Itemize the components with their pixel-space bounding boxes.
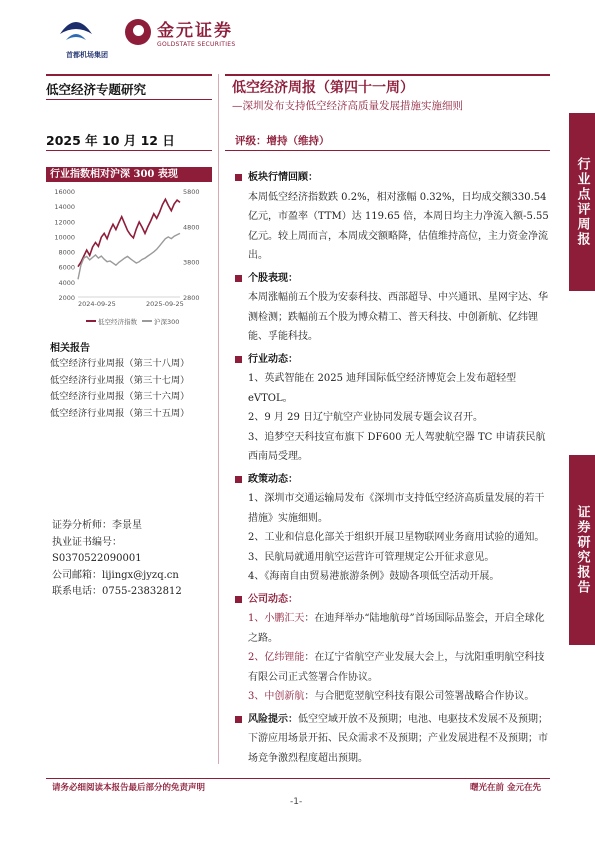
x-tick-label: 2024-09-25 (78, 300, 116, 308)
analyst-name: 证券分析师：李景星 (52, 520, 142, 531)
section-heading: 个股表现： (235, 269, 553, 289)
analyst-cert-label: 执业证书编号： (52, 536, 122, 548)
company-name: 亿纬锂能 (264, 652, 305, 663)
bullet-square-icon (235, 174, 242, 181)
company-news-item: 1、小鹏汇天：在迪拜举办“陆地航母”首场国际品鉴会，开启全球化之路。 (248, 613, 545, 644)
industry-news-item: 1、英武智能在 2025 迪拜国际低空经济博览会上发布超轻型 eVTOL。 (248, 373, 517, 404)
analyst-email[interactable]: 公司邮箱：lijingx@jyzq.cn (52, 569, 179, 581)
goldstate-name-en: GOLDSTATE SECURITIES (157, 41, 236, 48)
y-right-tick-label: 2800 (183, 294, 200, 302)
footer-disclaimer[interactable]: 请务必细阅读本报告最后部分的免责声明 (52, 783, 206, 793)
series-line-csi300 (78, 233, 180, 279)
section-paragraph: 本周涨幅前五个股为安泰科技、西部超导、中兴通讯、星网宇达、华测检测；跌幅前五个股为博众精工、普天科技、中创新航、亿纬锂能、孚能科技。 (248, 292, 548, 342)
bullet-square-icon (235, 275, 242, 282)
analyst-cert-number: S0370522090001 (52, 553, 142, 564)
side-band-bottom (569, 455, 595, 645)
company-news-item: 3、中创新航：与合肥览翌航空科技有限公司签署战略合作协议。 (248, 691, 535, 702)
y-right-tick-label: 3800 (183, 258, 200, 267)
y-right-tick-label: 4800 (183, 223, 200, 232)
related-report-item[interactable]: 低空经济行业周报（第三十六周） (50, 391, 190, 402)
left-title-rule (46, 99, 212, 100)
bullet-square-icon (235, 716, 242, 723)
left-header-rule (46, 74, 212, 76)
company-name: 小鹏汇天 (264, 613, 305, 624)
goldstate-logo-icon (125, 19, 151, 45)
risk-text: 低空空域开放不及预期；电池、电驱技术发展不及预期；下游应用场景开拓、民众需求不及预期；产业发展进程不及预期；市场竞争激烈程度超出预期。 (248, 713, 548, 764)
section-heading: 公司动态： (235, 590, 553, 610)
related-report-item[interactable]: 低空经济行业周报（第三十七周） (50, 374, 190, 386)
goldstate-name-cn: 金元证券 (157, 21, 233, 41)
risk-heading: 风险提示： (248, 713, 298, 725)
y-left-tick-label: 10000 (54, 233, 75, 242)
analyst-info (52, 518, 182, 601)
main-content (235, 168, 553, 768)
index-vs-csi300-chart (46, 185, 212, 335)
policy-news-item: 2、工业和信息化部关于组织开展卫星物联网业务商用试验的通知。 (248, 532, 545, 543)
footer-rule (46, 778, 550, 779)
bullet-square-icon (235, 476, 242, 483)
goldstate-logo (125, 16, 236, 48)
section-heading: 行业动态： (235, 350, 553, 370)
risk-warning (235, 710, 553, 769)
y-left-tick-label: 14000 (54, 203, 75, 212)
section-heading: 板块行情回顾： (235, 168, 553, 188)
page-number: -1- (290, 797, 303, 807)
right-rating-rule (225, 150, 550, 151)
airport-group-logo (56, 14, 118, 60)
airport-group-logo-icon (56, 14, 96, 44)
category-title: 低空经济专题研究 (46, 82, 147, 97)
bullet-square-icon (235, 356, 242, 363)
related-reports-title: 相关报告 (50, 343, 90, 354)
related-reports-list (50, 356, 189, 422)
industry-news-item: 3、追梦空天科技宣布旗下 DF600 无人驾驶航空器 TC 申请获民航西南局受理。 (248, 431, 546, 462)
report-title: 低空经济周报（第四十一周） (232, 80, 414, 96)
side-band-bottom-text: 证券研究报告 (574, 505, 590, 595)
chart-title: 行业指数相对沪深 300 表现 (46, 167, 212, 182)
policy-news-item: 1、深圳市交通运输局发布《深圳市支持低空经济高质量发展的若干措施》实施细则。 (248, 493, 545, 524)
side-band-top-text: 行业点评周报 (574, 157, 590, 247)
y-left-tick-label: 6000 (58, 263, 75, 272)
analyst-phone: 联系电话：0755-23832812 (52, 586, 182, 597)
y-right-tick-label: 5800 (183, 188, 200, 196)
related-report-item[interactable]: 低空经济行业周报（第三十五周） (50, 407, 190, 419)
industry-news-item: 2、9 月 29 日辽宁航空产业协同发展专题会议召开。 (248, 412, 483, 423)
company-news-item: 2、亿纬锂能：在辽宁省航空产业发展大会上，与沈阳重明航空科技有限公司正式签署合作协议。 (248, 652, 545, 683)
y-left-tick-label: 4000 (58, 278, 75, 287)
y-left-tick-label: 2000 (58, 294, 75, 302)
policy-news-item: 4、《海南自由贸易港旅游条例》鼓励各项低空活动开展。 (248, 571, 500, 582)
report-date: 2025 年 10 月 12 日 (46, 133, 175, 148)
legend-label: 沪深300 (154, 318, 180, 326)
airport-group-name: 首都机场集团 (66, 51, 108, 59)
y-left-tick-label: 16000 (54, 188, 75, 196)
rating: 评级：增持（维持） (235, 135, 330, 147)
company-name: 中创新航 (264, 691, 305, 702)
footer-slogan: 曙光在前 金元在先 (470, 783, 541, 793)
legend-label: 低空经济指数 (98, 318, 137, 326)
report-subtitle: —深圳发布支持低空经济高质量发展措施实施细则 (232, 100, 463, 112)
side-band-top (569, 113, 595, 291)
policy-news-item: 3、民航局就通用航空运营许可管理规定公开征求意见。 (248, 551, 495, 563)
y-left-tick-label: 12000 (54, 218, 75, 227)
section-heading: 政策动态： (235, 470, 553, 490)
bullet-square-icon (235, 596, 242, 603)
x-tick-label: 2025-09-25 (146, 300, 184, 308)
related-report-item[interactable]: 低空经济行业周报（第三十八周） (50, 358, 190, 369)
section-paragraph: 本周低空经济指数跌 0.2%，相对涨幅 0.32%，日均成交额330.54 亿元，市盈率（TTM）达 119.65 倍，本周日均主力净流入额-5.55 亿元。较上周而言，本周成交额略降，估值维持高位，主力资金净流出。 (248, 191, 549, 261)
right-header-rule (225, 74, 550, 76)
column-divider (218, 74, 219, 764)
left-date-rule (46, 150, 212, 151)
y-left-tick-label: 8000 (58, 248, 75, 257)
